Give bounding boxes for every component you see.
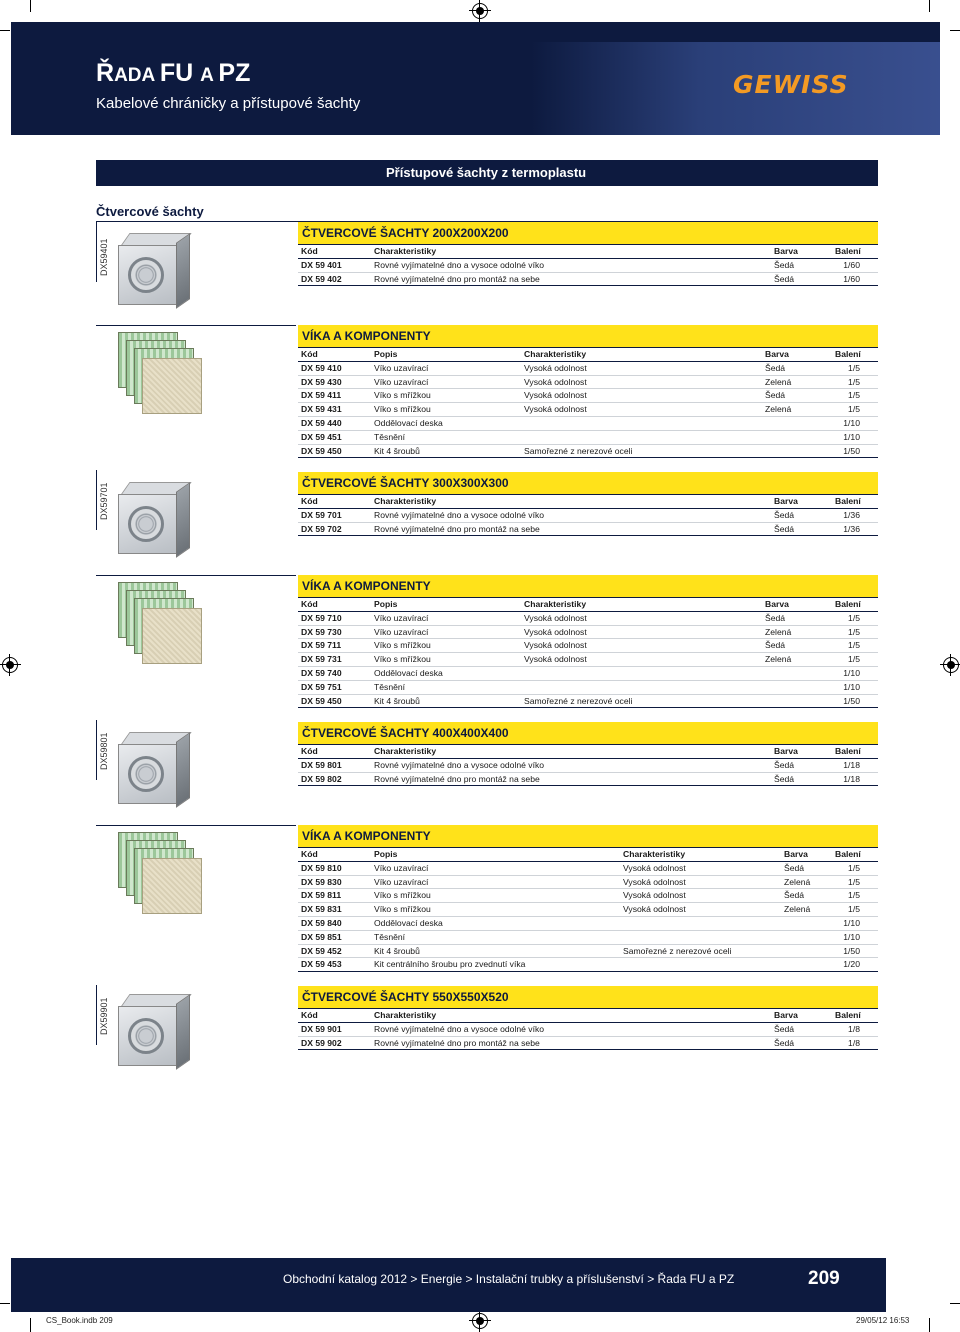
cell: 1/60 [843, 273, 860, 284]
cell: 1/10 [843, 917, 860, 928]
cell: 1/18 [843, 773, 860, 784]
code-cell: DX 59 801 [301, 759, 342, 770]
divider [96, 470, 97, 530]
header-cell: Charakteristiky [374, 246, 437, 256]
divider [96, 575, 296, 576]
header-cell: Kód [301, 496, 318, 506]
table-row [298, 667, 878, 681]
table-header [298, 495, 878, 509]
divider [96, 985, 97, 1045]
cell: 1/50 [843, 695, 860, 706]
header-cell: Charakteristiky [623, 849, 686, 859]
cell: Kit 4 šroubů [374, 445, 420, 456]
code-cell: DX 59 430 [301, 376, 342, 387]
cell: Šedá [765, 390, 786, 401]
cell: Zelená [784, 904, 811, 915]
table-row [298, 958, 878, 972]
cell: 1/10 [843, 681, 860, 692]
header-cell: Balení [835, 746, 861, 756]
code-cell: DX 59 710 [301, 612, 342, 623]
code-cell: DX 59 901 [301, 1023, 342, 1034]
table-header [298, 598, 878, 612]
cell: Víko uzavírací [374, 876, 429, 887]
crop-mark [929, 0, 930, 12]
breadcrumb: Obchodní katalog 2012 > Energie > Instalační trubky a příslušenství > Řada FU a PZ [283, 1272, 735, 1286]
cell: Těsnění [374, 931, 406, 942]
cell: Zelená [765, 654, 792, 665]
header-cell: Balení [835, 599, 861, 609]
header-cell: Kód [301, 599, 318, 609]
divider [96, 825, 296, 826]
cell: Rovné vyjímatelné dno pro montáž na sebe [374, 273, 540, 284]
cell: Víko s mřížkou [374, 890, 431, 901]
table-row [298, 1023, 878, 1037]
cell: Vysoká odolnost [524, 640, 587, 651]
cell: Vysoká odolnost [623, 862, 686, 873]
header-cell: Balení [835, 849, 861, 859]
table-title: ČTVERCOVÉ ŠACHTY 200X200X200 [298, 222, 878, 244]
table-header [298, 348, 878, 362]
cell: Těsnění [374, 431, 406, 442]
product-table [298, 722, 878, 786]
cell: 1/10 [843, 931, 860, 942]
header-cell: Kód [301, 1010, 318, 1020]
cell: Vysoká odolnost [623, 904, 686, 915]
header-cell: Barva [774, 246, 798, 256]
cell: 1/5 [848, 362, 860, 373]
header-cell: Popis [374, 849, 398, 859]
cell: Rovné vyjímatelné dno pro montáž na sebe [374, 1037, 540, 1048]
header-cell: Balení [835, 496, 861, 506]
cell: Víko s mřížkou [374, 404, 431, 415]
cell: Kit 4 šroubů [374, 695, 420, 706]
cell: 1/5 [848, 876, 860, 887]
table-row [298, 509, 878, 523]
table-title: ČTVERCOVÉ ŠACHTY 300X300X300 [298, 472, 878, 494]
cell: 1/10 [843, 417, 860, 428]
cell: 1/5 [848, 376, 860, 387]
table-row [298, 773, 878, 787]
cell: Samořezné z nerezové oceli [524, 445, 633, 456]
cell: Šedá [774, 509, 795, 520]
cell: Oddělovací deska [374, 417, 443, 428]
page-footer [11, 1258, 886, 1312]
product-code-vertical: DX59701 [99, 482, 109, 520]
code-cell: DX 59 751 [301, 681, 342, 692]
section-bar: Přístupové šachty z termoplastu [96, 160, 878, 186]
crop-mark [0, 30, 10, 31]
product-table [298, 825, 878, 972]
cell: 1/36 [843, 523, 860, 534]
product-table [298, 986, 878, 1050]
code-cell: DX 59 902 [301, 1037, 342, 1048]
cell: 1/50 [843, 945, 860, 956]
product-table [298, 575, 878, 708]
table-header [298, 848, 878, 862]
cell: Vysoká odolnost [524, 362, 587, 373]
cell: Rovné vyjímatelné dno a vysoce odolné víko [374, 259, 545, 270]
cell: 1/8 [848, 1037, 860, 1048]
gewiss-logo: GEWISS [733, 70, 849, 99]
cell: Těsnění [374, 681, 406, 692]
table-row [298, 917, 878, 931]
product-table [298, 222, 878, 286]
header-cell: Popis [374, 599, 398, 609]
cell: Vysoká odolnost [623, 876, 686, 887]
table-row [298, 273, 878, 287]
footer-gap [886, 1258, 940, 1312]
table-title: ČTVERCOVÉ ŠACHTY 550X550X520 [298, 986, 878, 1008]
cell: Rovné vyjímatelné dno a vysoce odolné víko [374, 759, 545, 770]
print-date-info: 29/05/12 16:53 [856, 1316, 910, 1325]
code-cell: DX 59 453 [301, 959, 342, 970]
code-cell: DX 59 711 [301, 640, 342, 651]
table-row [298, 695, 878, 709]
header-cell: Kód [301, 349, 318, 359]
header-cell: Balení [835, 246, 861, 256]
divider [96, 720, 97, 780]
code-cell: DX 59 451 [301, 431, 342, 442]
header-cell: Balení [835, 1010, 861, 1020]
code-cell: DX 59 840 [301, 917, 342, 928]
cell: Kit centrálního šroubu pro zvednutí víka [374, 959, 526, 970]
header-cell: Popis [374, 349, 398, 359]
cell: Šedá [774, 759, 795, 770]
header-cell: Charakteristiky [374, 746, 437, 756]
cell: Šedá [765, 612, 786, 623]
table-header [298, 245, 878, 259]
table-row [298, 862, 878, 876]
crop-mark [950, 1303, 960, 1304]
header-cell: Charakteristiky [374, 496, 437, 506]
table-row [298, 945, 878, 959]
cell: 1/5 [848, 904, 860, 915]
cell: Vysoká odolnost [524, 390, 587, 401]
cell: 1/60 [843, 259, 860, 270]
cell: Šedá [774, 259, 795, 270]
code-cell: DX 59 810 [301, 862, 342, 873]
table-title: VÍKA A KOMPONENTY [298, 575, 878, 597]
table-row [298, 362, 878, 376]
cell: 1/18 [843, 759, 860, 770]
page-title: ŘADA FU A PZ [96, 59, 251, 87]
registration-mark-icon [472, 1313, 488, 1329]
cell: 1/5 [848, 404, 860, 415]
code-cell: DX 59 740 [301, 667, 342, 678]
cell: Vysoká odolnost [524, 626, 587, 637]
cell: Víko uzavírací [374, 862, 429, 873]
square-pit-image [118, 233, 188, 305]
cell: 1/20 [843, 959, 860, 970]
cell: Zelená [765, 376, 792, 387]
cell: 1/8 [848, 1023, 860, 1034]
header-cell: Barva [765, 599, 789, 609]
table-row [298, 903, 878, 917]
cell: 1/5 [848, 862, 860, 873]
table-row [298, 931, 878, 945]
code-cell: DX 59 802 [301, 773, 342, 784]
cell: Šedá [765, 362, 786, 373]
registration-mark-icon [472, 3, 488, 19]
cell: 1/5 [848, 390, 860, 401]
cell: Šedá [774, 273, 795, 284]
print-file-info: CS_Book.indb 209 [46, 1316, 113, 1325]
table-row [298, 1037, 878, 1051]
table-row [298, 759, 878, 773]
table-row [298, 445, 878, 459]
cell: 1/36 [843, 509, 860, 520]
header-cell: Kód [301, 246, 318, 256]
code-cell: DX 59 440 [301, 417, 342, 428]
cell: Samořezné z nerezové oceli [524, 695, 633, 706]
divider [96, 325, 296, 326]
product-code-vertical: DX59901 [99, 997, 109, 1035]
cell: Víko uzavírací [374, 362, 429, 373]
code-cell: DX 59 401 [301, 259, 342, 270]
cell: Víko uzavírací [374, 376, 429, 387]
cell: 1/10 [843, 667, 860, 678]
crop-mark [30, 0, 31, 12]
cell: 1/10 [843, 431, 860, 442]
square-pit-image [118, 994, 188, 1066]
category-title: Čtvercové šachty [96, 204, 204, 219]
cell: Šedá [784, 890, 805, 901]
cell: Víko uzavírací [374, 612, 429, 623]
header-cell: Barva [765, 349, 789, 359]
registration-mark-icon [2, 657, 18, 673]
header-cell: Kód [301, 746, 318, 756]
header-cell: Charakteristiky [524, 599, 587, 609]
table-row [298, 417, 878, 431]
cell: Šedá [774, 523, 795, 534]
crop-mark [30, 1318, 31, 1332]
cell: Vysoká odolnost [524, 654, 587, 665]
cell: 1/5 [848, 640, 860, 651]
code-cell: DX 59 702 [301, 523, 342, 534]
code-cell: DX 59 731 [301, 654, 342, 665]
cell: Rovné vyjímatelné dno a vysoce odolné víko [374, 1023, 545, 1034]
header-cell: Charakteristiky [374, 1010, 437, 1020]
table-header [298, 745, 878, 759]
table-title: VÍKA A KOMPONENTY [298, 325, 878, 347]
table-row [298, 403, 878, 417]
lids-image [118, 832, 200, 916]
table-row [298, 876, 878, 890]
table-title: VÍKA A KOMPONENTY [298, 825, 878, 847]
cell: Kit 4 šroubů [374, 945, 420, 956]
cell: Víko s mřížkou [374, 904, 431, 915]
cell: Víko s mřížkou [374, 654, 431, 665]
table-row [298, 639, 878, 653]
page-header [11, 22, 940, 135]
lids-image [118, 582, 200, 666]
cell: Šedá [774, 1037, 795, 1048]
product-table [298, 325, 878, 458]
square-pit-image [118, 482, 188, 554]
crop-mark [950, 30, 960, 31]
cell: 1/50 [843, 445, 860, 456]
table-title: ČTVERCOVÉ ŠACHTY 400X400X400 [298, 722, 878, 744]
table-row [298, 626, 878, 640]
code-cell: DX 59 851 [301, 931, 342, 942]
cell: Rovné vyjímatelné dno pro montáž na sebe [374, 773, 540, 784]
header-cell: Kód [301, 849, 318, 859]
cell: Zelená [765, 404, 792, 415]
crop-mark [929, 1318, 930, 1332]
cell: Šedá [774, 1023, 795, 1034]
table-row [298, 389, 878, 403]
cell: 1/5 [848, 612, 860, 623]
crop-mark [0, 1303, 10, 1304]
code-cell: DX 59 811 [301, 890, 342, 901]
table-row [298, 376, 878, 390]
code-cell: DX 59 402 [301, 273, 342, 284]
header-cell: Charakteristiky [524, 349, 587, 359]
code-cell: DX 59 701 [301, 509, 342, 520]
table-row [298, 431, 878, 445]
lids-image [118, 332, 200, 416]
cell: Oddělovací deska [374, 667, 443, 678]
cell: Samořezné z nerezové oceli [623, 945, 732, 956]
table-header [298, 1009, 878, 1023]
registration-mark-icon [943, 657, 959, 673]
product-table [298, 472, 878, 536]
header-cell: Barva [774, 496, 798, 506]
cell: Oddělovací deska [374, 917, 443, 928]
table-row [298, 612, 878, 626]
table-row [298, 889, 878, 903]
cell: Zelená [765, 626, 792, 637]
header-cell: Barva [784, 849, 808, 859]
cell: Vysoká odolnost [524, 612, 587, 623]
code-cell: DX 59 450 [301, 695, 342, 706]
code-cell: DX 59 830 [301, 876, 342, 887]
code-cell: DX 59 831 [301, 904, 342, 915]
cell: 1/5 [848, 626, 860, 637]
cell: Víko uzavírací [374, 626, 429, 637]
code-cell: DX 59 452 [301, 945, 342, 956]
cell: Zelená [784, 876, 811, 887]
code-cell: DX 59 431 [301, 404, 342, 415]
cell: Víko s mřížkou [374, 390, 431, 401]
table-row [298, 653, 878, 667]
cell: Šedá [765, 640, 786, 651]
code-cell: DX 59 730 [301, 626, 342, 637]
cell: Šedá [784, 862, 805, 873]
cell: Víko s mřížkou [374, 640, 431, 651]
page-number: 209 [808, 1268, 840, 1289]
header-cell: Balení [835, 349, 861, 359]
square-pit-image [118, 732, 188, 804]
product-code-vertical: DX59401 [99, 238, 109, 276]
header-cell: Barva [774, 1010, 798, 1020]
cell: Vysoká odolnost [524, 404, 587, 415]
header-cell: Barva [774, 746, 798, 756]
table-row [298, 681, 878, 695]
page-subtitle: Kabelové chráničky a přístupové šachty [96, 95, 361, 112]
cell: 1/5 [848, 654, 860, 665]
cell: Rovné vyjímatelné dno pro montáž na sebe [374, 523, 540, 534]
code-cell: DX 59 411 [301, 390, 342, 401]
cell: Vysoká odolnost [524, 376, 587, 387]
table-row [298, 523, 878, 537]
cell: Šedá [774, 773, 795, 784]
divider [96, 222, 97, 282]
cell: 1/5 [848, 890, 860, 901]
cell: Rovné vyjímatelné dno a vysoce odolné víko [374, 509, 545, 520]
product-code-vertical: DX59801 [99, 732, 109, 770]
code-cell: DX 59 410 [301, 362, 342, 373]
cell: Vysoká odolnost [623, 890, 686, 901]
table-row [298, 259, 878, 273]
code-cell: DX 59 450 [301, 445, 342, 456]
